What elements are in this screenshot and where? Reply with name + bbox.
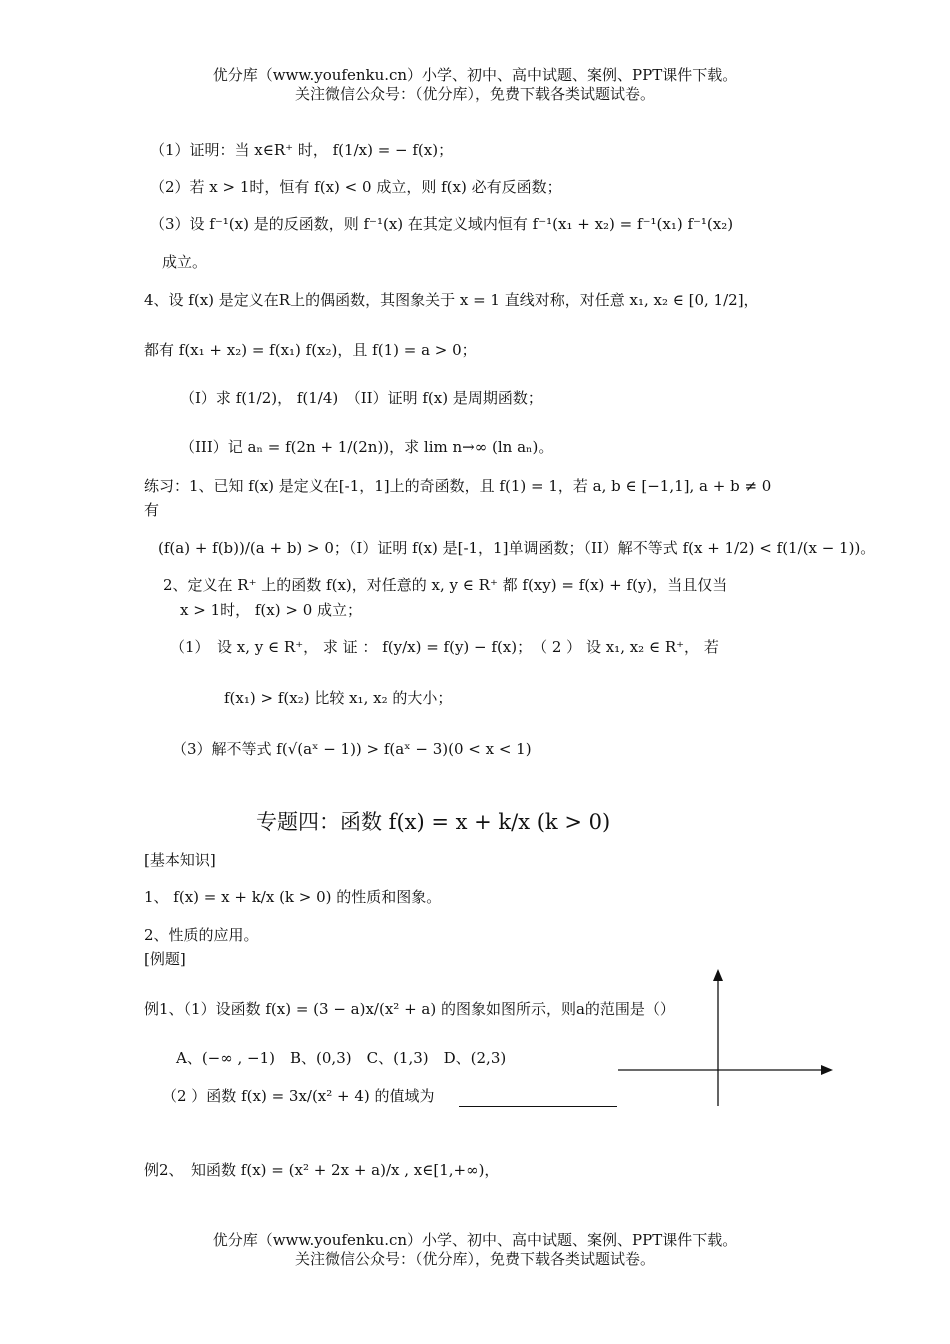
header-line-2: 关注微信公众号：（优分库），免费下载各类试题试卷。	[294, 85, 655, 103]
basic-item-2: 2、性质的应用。	[144, 926, 259, 944]
problem-4: 4、设 f(x) 是定义在R上的偶函数，其图象关于 x = 1 直线对称，对任意 x₁, x₂ ∈ [0, 1/2]，	[144, 291, 759, 309]
example-2: 例2、 知函数 f(x) = (x² + 2x + a)/x , x∈[1,+∞)，	[144, 1161, 500, 1179]
exercise-2-part-3: （3）解不等式 f(√(aˣ − 1)) > f(aˣ − 3)(0 < x < 1)	[172, 740, 532, 758]
basic-knowledge-label: [基本知识]	[144, 851, 216, 869]
problem-3-part-3: （3）设 f⁻¹(x) 是的反函数，则 f⁻¹(x) 在其定义域内恒有 f⁻¹(x₁ + x₂) = f⁻¹(x₁) f⁻¹(x₂)	[150, 215, 734, 233]
exercise-2-part-1-2: （1） 设 x, y ∈ R⁺， 求 证 ： f(y/x) = f(y) − f(x)； （ 2 ） 设 x₁, x₂ ∈ R⁺， 若	[170, 638, 719, 656]
problem-4-cont: 都有 f(x₁ + x₂) = f(x₁) f(x₂)，且 f(1) = a > 0；	[144, 341, 477, 359]
example-1: 例1、（1）设函数 f(x) = (3 − a)x/(x² + a) 的图象如图所示，则a的范围是（）	[144, 1000, 675, 1018]
problem-3-part-2: （2）若 x > 1时，恒有 f(x) < 0 成立，则 f(x) 必有反函数；	[150, 178, 562, 196]
exercise-1: 练习：1、已知 f(x) 是定义在[-1，1]上的奇函数，且 f(1) = 1，若 a, b ∈ [−1,1], a + b ≠ 0	[144, 477, 772, 495]
example-1-options: A、(−∞ , −1) B、(0,3) C、(1,3) D、(2,3)	[176, 1049, 507, 1067]
problem-3-part-1: （1）证明：当 x∈R⁺ 时， f(1/x) = − f(x)；	[150, 141, 454, 159]
section-title: 专题四：函数 f(x) = x + k/x (k > 0)	[256, 810, 611, 834]
problem-4-part-3: （III）记 aₙ = f(2n + 1/(2n))，求 lim n→∞ (ln aₙ)。	[180, 438, 554, 456]
footer-line-1: 优分库（www.youfenku.cn）小学、初中、高中试题、案例、PPT课件下载。	[212, 1231, 738, 1249]
problem-3-part-3-cont: 成立。	[162, 253, 208, 271]
x-axis-arrow-icon	[821, 1065, 833, 1075]
problem-4-part-1-2: （I）求 f(1/2)， f(1/4) （II）证明 f(x) 是周期函数；	[180, 389, 543, 407]
header-line-1: 优分库（www.youfenku.cn）小学、初中、高中试题、案例、PPT课件下载。	[212, 66, 738, 84]
exercise-2: 2、定义在 R⁺ 上的函数 f(x)，对任意的 x, y ∈ R⁺ 都 f(xy) = f(x) + f(y)，当且仅当	[163, 576, 728, 594]
basic-item-1: 1、 f(x) = x + k/x (k > 0) 的性质和图象。	[144, 888, 442, 906]
exercise-2-cont: x > 1时， f(x) > 0 成立；	[180, 601, 363, 619]
example-label: [例题]	[144, 950, 186, 968]
example-1-part-2: （2 ）函数 f(x) = 3x/(x² + 4) 的值域为	[162, 1087, 435, 1105]
exercise-1-parts: (f(a) + f(b))/(a + b) > 0；（I）证明 f(x) 是[-1，1]单调函数；（II）解不等式 f(x + 1/2) < f(1/(x − 1))。	[158, 539, 876, 557]
y-axis-arrow-icon	[713, 969, 723, 981]
exercise-2-part-2-cont: f(x₁) > f(x₂) 比较 x₁, x₂ 的大小；	[224, 689, 453, 707]
footer-line-2: 关注微信公众号：（优分库），免费下载各类试题试卷。	[294, 1250, 655, 1268]
exercise-1-cont: 有	[144, 501, 160, 519]
